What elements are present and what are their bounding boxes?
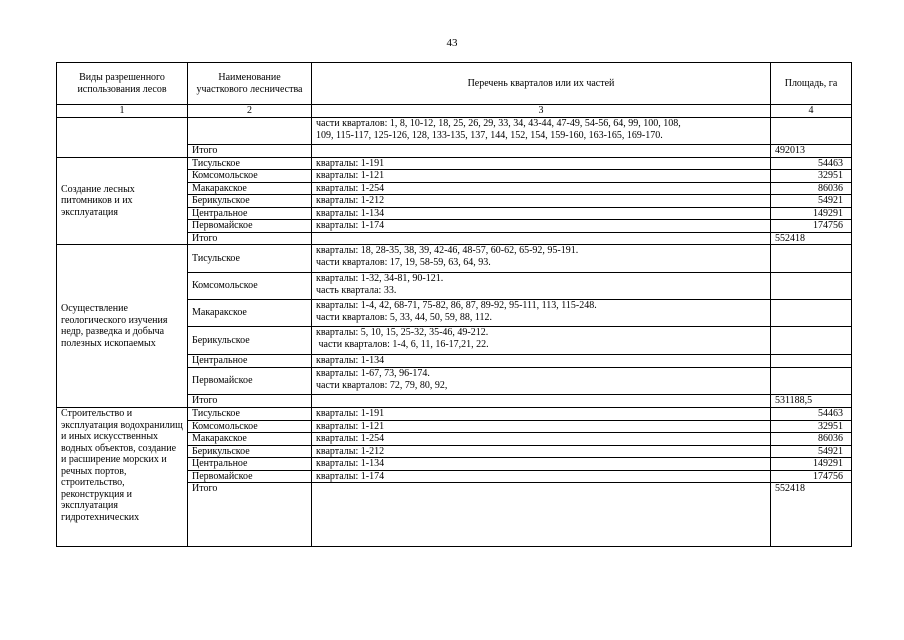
column-number: 4 xyxy=(771,105,852,118)
area-value: 86036 xyxy=(771,433,852,446)
quarters-cell xyxy=(312,300,771,327)
quarters-cell xyxy=(312,145,771,158)
quarters-list: кварталы: 1-134 xyxy=(312,207,771,220)
use-type-cell: Создание лесных питомников и их эксплуатация xyxy=(57,157,188,245)
forestry-name: Центральное xyxy=(188,207,312,220)
forestry-name: Тисульское xyxy=(188,157,312,170)
total-label: Итого xyxy=(188,145,312,158)
area-cell xyxy=(771,327,852,355)
quarters-line: 109, 115-117, 125-126, 128, 133-135, 137, 144, 152, 154, 159-160, 163-165, 169-170. xyxy=(316,129,663,141)
quarters-line: кварталы: 18, 28-35, 38, 39, 42-46, 48-57, 60-62, 65-92, 95-191. xyxy=(316,245,579,256)
area-value: 174756 xyxy=(771,220,852,233)
total-label: Итого xyxy=(188,232,312,245)
quarters-cell xyxy=(312,483,771,547)
total-value: 492013 xyxy=(771,145,852,158)
quarters-list: кварталы: 1-191 xyxy=(312,157,771,170)
quarters-line: кварталы: 1-4, 42, 68-71, 75-82, 86, 87, 89-92, 95-111, 113, 115-248. xyxy=(316,300,597,311)
area-value: 149291 xyxy=(771,207,852,220)
quarters-line: части кварталов: 72, 79, 80, 92, xyxy=(316,379,448,391)
total-value: 531188,5 xyxy=(771,395,852,408)
forestry-name: Комсомольское xyxy=(188,420,312,433)
area-value: 174756 xyxy=(771,470,852,483)
area-cell xyxy=(771,273,852,300)
area-cell xyxy=(771,245,852,273)
forestry-name: Берикульское xyxy=(188,445,312,458)
quarters-line: кварталы: 5, 10, 15, 25-32, 35-46, 49-212. xyxy=(316,327,489,338)
quarters-list: кварталы: 1-121 xyxy=(312,420,771,433)
forestry-name: Тисульское xyxy=(188,245,312,273)
header-row xyxy=(57,63,852,105)
forestry-cell xyxy=(188,118,312,145)
quarters-cell xyxy=(312,273,771,300)
quarters-cell xyxy=(312,245,771,273)
forestry-name: Первомайское xyxy=(188,368,312,395)
quarters-cell xyxy=(312,232,771,245)
total-value: 552418 xyxy=(771,232,852,245)
quarters-list: кварталы: 1-134 xyxy=(312,355,771,368)
area-value: 54463 xyxy=(771,408,852,421)
area-value: 54921 xyxy=(771,445,852,458)
quarters-cell xyxy=(312,118,771,145)
forestry-name: Макаракское xyxy=(188,433,312,446)
forestry-name: Берикульское xyxy=(188,195,312,208)
total-label: Итого xyxy=(188,395,312,408)
quarters-cell xyxy=(312,368,771,395)
page-number: 43 xyxy=(446,37,458,49)
total-label: Итого xyxy=(188,483,312,547)
use-type-cell: Строительство и эксплуатация водохранилищ и иных искусственных водных объектов, создание и расширение морских и речных портов, строительство, реконструкция и эксплуатация гидротехнических xyxy=(57,408,188,547)
quarters-list: кварталы: 1-212 xyxy=(312,195,771,208)
area-value: 32951 xyxy=(771,170,852,183)
area-value: 54921 xyxy=(771,195,852,208)
table-row xyxy=(57,245,852,273)
use-type-cell xyxy=(57,118,188,158)
forestry-name: Берикульское xyxy=(188,327,312,355)
forest-use-table xyxy=(56,62,852,547)
forestry-name: Комсомольское xyxy=(188,273,312,300)
quarters-line: кварталы: 1-67, 73, 96-174. xyxy=(316,368,430,379)
table-row xyxy=(57,408,852,421)
quarters-cell xyxy=(312,327,771,355)
use-type-cell: Осуществление геологического изучения недр, разведка и добыча полезных ископаемых xyxy=(57,245,188,408)
header-use-type: Виды разрешенного использования лесов xyxy=(57,63,188,105)
quarters-list: кварталы: 1-174 xyxy=(312,470,771,483)
forestry-name: Макаракское xyxy=(188,182,312,195)
quarters-line: части кварталов: 17, 19, 58-59, 63, 64, 93. xyxy=(316,256,491,268)
table-row xyxy=(57,157,852,170)
header-area: Площадь, га xyxy=(771,63,852,105)
forestry-name: Центральное xyxy=(188,355,312,368)
quarters-list: кварталы: 1-191 xyxy=(312,408,771,421)
forestry-name: Макаракское xyxy=(188,300,312,327)
quarters-list: кварталы: 1-254 xyxy=(312,182,771,195)
header-forestry: Наименование участкового лесничества xyxy=(188,63,312,105)
area-value: 32951 xyxy=(771,420,852,433)
quarters-list: кварталы: 1-121 xyxy=(312,170,771,183)
area-value: 86036 xyxy=(771,182,852,195)
forestry-name: Первомайское xyxy=(188,470,312,483)
column-number: 2 xyxy=(188,105,312,118)
total-value: 552418 xyxy=(771,483,852,547)
forestry-name: Комсомольское xyxy=(188,170,312,183)
area-cell xyxy=(771,300,852,327)
quarters-line: части кварталов: 1, 8, 10-12, 18, 25, 26, 29, 33, 34, 43-44, 47-49, 54-56, 64, 99, 100, 108, xyxy=(316,118,681,129)
column-number: 1 xyxy=(57,105,188,118)
quarters-line: кварталы: 1-32, 34-81, 90-121. xyxy=(316,273,444,284)
quarters-cell xyxy=(312,395,771,408)
forestry-name: Центральное xyxy=(188,458,312,471)
area-cell xyxy=(771,368,852,395)
quarters-list: кварталы: 1-212 xyxy=(312,445,771,458)
quarters-line: части кварталов: 1-4, 6, 11, 16-17,21, 22. xyxy=(316,338,489,350)
quarters-line: части кварталов: 5, 33, 44, 50, 59, 88, 112. xyxy=(316,311,493,323)
quarters-list: кварталы: 1-254 xyxy=(312,433,771,446)
column-number-row xyxy=(57,105,852,118)
area-value: 54463 xyxy=(771,157,852,170)
header-quarters: Перечень кварталов или их частей xyxy=(312,63,771,105)
quarters-list: кварталы: 1-134 xyxy=(312,458,771,471)
table-row xyxy=(57,118,852,145)
forestry-name: Тисульское xyxy=(188,408,312,421)
area-cell xyxy=(771,118,852,145)
quarters-line: часть квартала: 33. xyxy=(316,284,397,296)
column-number: 3 xyxy=(312,105,771,118)
area-cell xyxy=(771,355,852,368)
forestry-name: Первомайское xyxy=(188,220,312,233)
area-value: 149291 xyxy=(771,458,852,471)
quarters-list: кварталы: 1-174 xyxy=(312,220,771,233)
